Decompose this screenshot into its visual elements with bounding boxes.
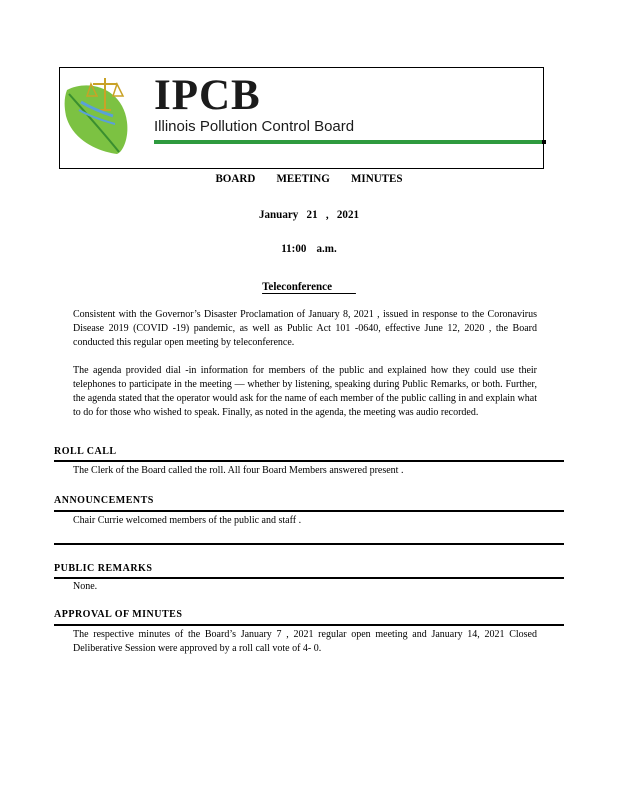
header-rule	[154, 140, 544, 144]
section-rule	[54, 510, 564, 512]
meeting-time: 11:00 a.m.	[281, 241, 337, 255]
meeting-venue	[25, 279, 594, 294]
section-rule	[54, 543, 564, 545]
header-rule-end	[542, 140, 546, 144]
intro-paragraph-2: The agenda provided dial -in information for members of the public and explained how they could use their telephones to participate in the meeting — whether by listening, speaking during Public Remarks, or both. Further, the agenda stated that the operator would ask for the name of each member of the public calling in and explain what to do for those who wished to speak. Finally, as noted in the agenda, the meeting was audio recorded.	[73, 365, 537, 418]
section-heading-public-remarks: PUBLIC REMARKS	[54, 563, 153, 574]
section-heading-approval-of-minutes: APPROVAL OF MINUTES	[54, 609, 183, 620]
section-heading-announcements: ANNOUNCEMENTS	[54, 495, 154, 506]
org-name: Illinois Pollution Control Board	[154, 118, 355, 135]
section-rule	[54, 624, 564, 626]
section-rule	[54, 577, 564, 579]
approval-of-minutes-text: The respective minutes of the Board’s January 7 , 2021 regular open meeting and January 14, 2021 Closed Deliberative Session were approved by a roll call vote of 4- 0.	[73, 629, 537, 654]
letterhead	[59, 67, 544, 169]
meeting-venue-text: Teleconference	[262, 279, 356, 294]
meeting-date: January 21 , 2021	[259, 207, 359, 221]
leaf-scales-logo-icon	[61, 72, 133, 156]
org-acronym: IPCB	[154, 72, 261, 119]
public-remarks-text: None.	[73, 581, 98, 592]
roll-call-text: The Clerk of the Board called the roll. All four Board Members answered present .	[73, 465, 404, 476]
announcements-text: Chair Currie welcomed members of the public and staff .	[73, 515, 302, 526]
section-heading-roll-call: ROLL CALL	[54, 446, 117, 457]
intro-paragraph-1: Consistent with the Governor’s Disaster Proclamation of January 8, 2021 , issued in response to the Coronavirus Disease 2019 (COVID -19) pandemic, as well as Public Act 101 -0640, effective June 12, 2020 , the Board conducted this regular open meeting by teleconference.	[73, 309, 537, 348]
section-rule	[54, 460, 564, 462]
document-title: BOARD MEETING MINUTES	[215, 171, 403, 185]
